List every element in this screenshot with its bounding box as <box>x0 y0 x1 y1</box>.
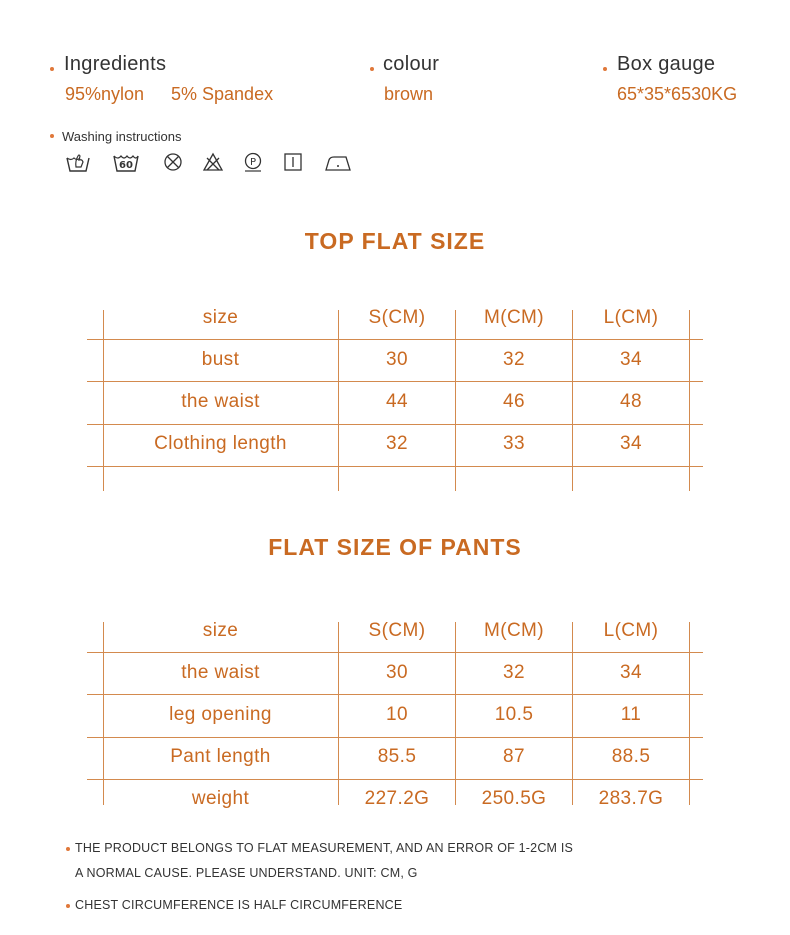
svg-text:60: 60 <box>119 160 133 171</box>
header-s: S(CM) <box>368 620 426 641</box>
washing-instructions-title: Washing instructions <box>62 129 182 144</box>
hand-wash-icon <box>65 150 91 174</box>
row-label: the waist <box>181 391 260 412</box>
bullet-dot <box>370 67 374 71</box>
header-s: S(CM) <box>368 307 426 328</box>
cell-m: 46 <box>503 391 525 412</box>
cell-m: 32 <box>503 662 525 683</box>
cell-l: 88.5 <box>611 746 651 767</box>
header-l: L(CM) <box>603 620 659 641</box>
header-size: size <box>202 307 239 328</box>
bullet-dot <box>50 134 54 138</box>
cell-m: 32 <box>503 349 525 370</box>
header-m: M(CM) <box>483 307 545 328</box>
cell-s: 85.5 <box>377 746 417 767</box>
cell-s: 10 <box>386 704 408 725</box>
cell-s: 30 <box>386 662 408 683</box>
do-not-tumble-dry-icon <box>162 150 184 174</box>
row-label: leg opening <box>169 704 272 725</box>
row-label: the waist <box>181 662 260 683</box>
cell-s: 44 <box>386 391 408 412</box>
top-table-title: TOP FLAT SIZE <box>304 228 486 254</box>
bullet-dot <box>66 847 70 851</box>
cell-l: 34 <box>620 662 642 683</box>
row-label: bust <box>201 349 240 370</box>
box-gauge-value: 65*35*6530KG <box>617 84 738 104</box>
table-divider <box>87 466 703 467</box>
pants-table-title: FLAT SIZE OF PANTS <box>268 534 522 560</box>
cell-m: 87 <box>503 746 525 767</box>
table-column-line <box>689 622 690 805</box>
cell-m: 10.5 <box>494 704 534 725</box>
cell-l: 283.7G <box>598 788 664 809</box>
bullet-dot <box>603 67 607 71</box>
table-column-line <box>689 310 690 491</box>
line-dry-icon <box>282 150 304 174</box>
colour-value: brown <box>384 84 434 104</box>
header-m: M(CM) <box>483 620 545 641</box>
header-size: size <box>202 620 239 641</box>
cell-l: 48 <box>620 391 642 412</box>
cell-s: 32 <box>386 433 408 454</box>
svg-text:P: P <box>249 157 257 168</box>
cell-m: 250.5G <box>481 788 547 809</box>
row-label: Pant length <box>170 746 271 767</box>
ingredients-title: Ingredients <box>64 53 167 75</box>
note-flat-measurement-line1: THE PRODUCT BELONGS TO FLAT MEASUREMENT, AND AN ERROR OF 1-2CM IS <box>75 841 574 855</box>
note-chest-circumference: CHEST CIRCUMFERENCE IS HALF CIRCUMFERENCE <box>75 898 403 912</box>
do-not-bleach-icon <box>202 150 224 174</box>
cell-l: 11 <box>620 704 642 725</box>
colour-title: colour <box>383 53 440 75</box>
cell-s: 227.2G <box>364 788 430 809</box>
ingredients-value-nylon: 95%nylon <box>65 84 145 104</box>
cell-s: 30 <box>386 349 408 370</box>
bullet-dot <box>66 904 70 908</box>
row-label: Clothing length <box>154 433 287 454</box>
ingredients-value-spandex: 5% Spandex <box>171 84 274 104</box>
cell-l: 34 <box>620 433 642 454</box>
row-label: weight <box>191 788 250 809</box>
cell-l: 34 <box>620 349 642 370</box>
wash-60-icon <box>112 150 140 174</box>
header-l: L(CM) <box>603 307 659 328</box>
dry-clean-p-icon <box>242 150 264 174</box>
box-gauge-title: Box gauge <box>617 53 716 75</box>
cell-m: 33 <box>503 433 525 454</box>
note-flat-measurement-line2: A NORMAL CAUSE. PLEASE UNDERSTAND. UNIT: CM, G <box>75 866 418 880</box>
iron-icon <box>324 150 352 174</box>
bullet-dot <box>50 67 54 71</box>
